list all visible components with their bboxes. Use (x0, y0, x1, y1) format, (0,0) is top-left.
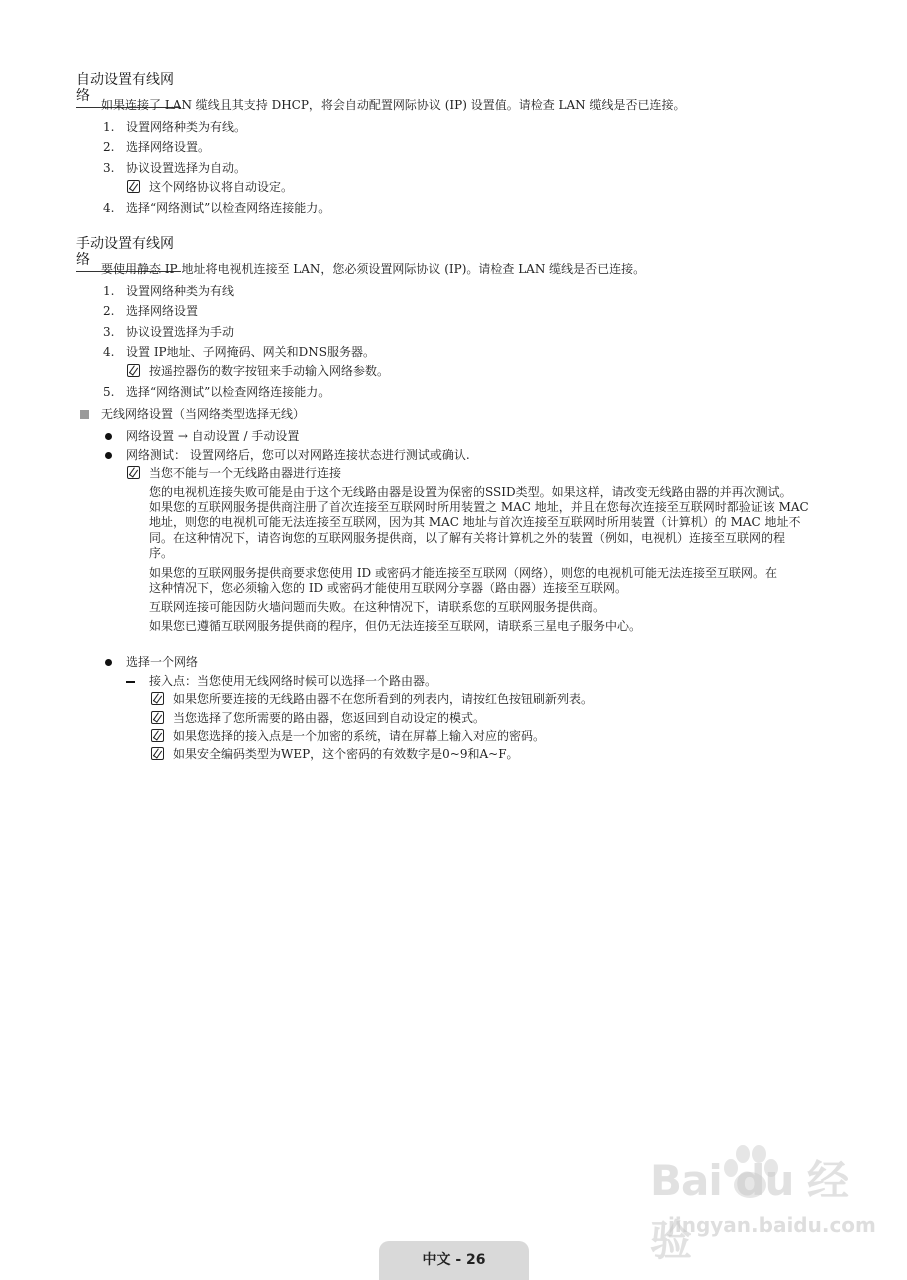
step-text: 设置网络种类为有线 (126, 284, 235, 298)
step-text: 选择网络设置 (126, 304, 199, 318)
dash-icon (126, 681, 135, 683)
note-icon (151, 711, 164, 724)
baidu-watermark-logo: Bai du 经验 (650, 1156, 848, 1265)
paragraph-line: 如果您的互联网服务提供商要求您使用 ID 或密码才能连接至互联网（网络），则您的电视机可能无法连接至互联网。在 (149, 566, 777, 580)
section-intro: 要使用静态 IP 地址将电视机连接至 LAN，您必须设置网际协议 (IP)。请检查 LAN 缆线是否已连接。 (101, 262, 646, 276)
bullet-text: 选择一个网络 (126, 655, 199, 669)
step-number: 4. (103, 201, 115, 215)
step-text: 选择“网络测试”以检查网络连接能力。 (126, 385, 331, 399)
bullet-icon (105, 433, 112, 440)
note-icon (151, 729, 164, 742)
paragraph-line: 如果您已遵循互联网服务提供商的程序，但仍无法连接至互联网，请联系三星电子服务中心。 (149, 619, 642, 633)
step-text: 协议设置选择为手动 (126, 325, 235, 339)
section-title-wireless: 无线网络设置（当网络类型选择无线） (101, 407, 306, 421)
note-icon (127, 180, 140, 193)
note-text: 如果您所要连接的无线路由器不在您所看到的列表内，请按红色按钮刷新列表。 (173, 692, 594, 706)
step-number: 1. (103, 120, 115, 134)
note-icon (151, 747, 164, 760)
section-intro: 如果连接了 LAN 缆线且其支持 DHCP，将会自动配置网际协议 (IP) 设置值。请检查 LAN 缆线是否已连接。 (101, 98, 686, 112)
step-number: 3. (103, 161, 115, 175)
page-number: 中文 - 26 (422, 1252, 486, 1268)
paragraph-line: 如果您的互联网服务提供商注册了首次连接至互联网时所用装置之 MAC 地址，并且在您每次连接至互联网时都验证该 MAC (149, 500, 809, 514)
step-number: 4. (103, 345, 115, 359)
paragraph-line: 同。在这种情况下，请咨询您的互联网服务提供商，以了解有关将计算机之外的装置（例如，电视机）连接至互联网的程 (149, 531, 786, 545)
bullet-icon (105, 659, 112, 666)
note-text: 如果您选择的接入点是一个加密的系统，请在屏幕上输入对应的密码。 (173, 729, 546, 743)
paragraph-line: 这种情况下，您必须输入您的 ID 或密码才能使用互联网分享器（路由器）连接至互联网。 (149, 581, 627, 595)
step-number: 1. (103, 284, 115, 298)
note-text: 这个网络协议将自动设定。 (149, 180, 294, 194)
note-icon (127, 466, 140, 479)
paragraph-line: 地址，则您的电视机可能无法连接至互联网，因为其 MAC 地址与首次连接至互联网时所用装置（计算机）的 MAC 地址不 (149, 515, 801, 529)
section-title-auto-wired: 自动设置有线网络 (76, 72, 181, 108)
step-number: 3. (103, 325, 115, 339)
step-number: 2. (103, 140, 115, 154)
paragraph-line: 序。 (149, 546, 174, 560)
step-number: 5. (103, 385, 115, 399)
square-bullet-icon (80, 410, 89, 419)
step-text: 设置网络种类为有线。 (126, 120, 247, 134)
step-number: 2. (103, 304, 115, 318)
note-title: 当您不能与一个无线路由器进行连接 (149, 466, 342, 480)
step-text: 协议设置选择为自动。 (126, 161, 247, 175)
note-text: 按遥控器伤的数字按钮来手动输入网络参数。 (149, 364, 390, 378)
bullet-text: 网络设置 → 自动设置 / 手动设置 (126, 429, 300, 443)
section-title-manual-wired: 手动设置有线网络 (76, 236, 181, 272)
baidu-watermark-url: jingyan.baidu.com (668, 1213, 876, 1237)
note-text: 如果安全编码类型为WEP，这个密码的有效数字是0~9和A~F。 (173, 747, 519, 761)
step-text: 选择“网络测试”以检查网络连接能力。 (126, 201, 331, 215)
step-text: 设置 IP地址、子网掩码、网关和DNS服务器。 (126, 345, 375, 359)
bullet-text: 网络测试： 设置网络后，您可以对网路连接状态进行测试或确认. (126, 448, 470, 462)
step-text: 选择网络设置。 (126, 140, 211, 154)
note-icon (151, 692, 164, 705)
note-text: 当您选择了您所需要的路由器，您返回到自动设定的模式。 (173, 711, 486, 725)
bullet-icon (105, 452, 112, 459)
paragraph-line: 互联网连接可能因防火墙问题而失败。在这种情况下，请联系您的互联网服务提供商。 (149, 600, 606, 614)
paragraph-line: 您的电视机连接失败可能是由于这个无线路由器是设置为保密的SSID类型。如果这样，请改变无线路由器的并再次测试。 (149, 485, 792, 499)
note-icon (127, 364, 140, 377)
dash-item-text: 接入点：当您使用无线网络时候可以选择一个路由器。 (149, 674, 438, 688)
